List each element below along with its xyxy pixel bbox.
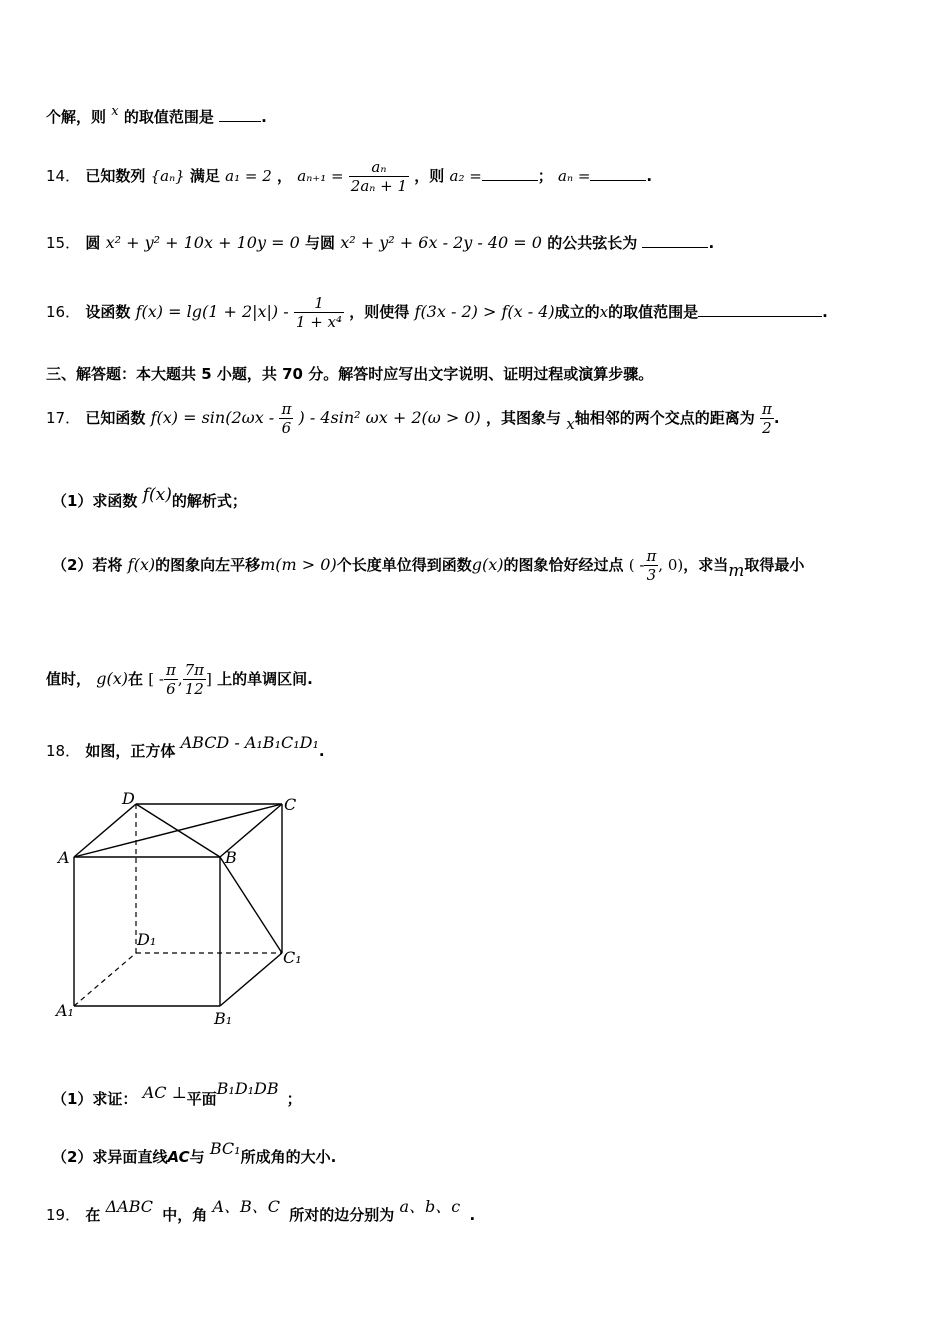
- text: 的取值范围是: [608, 303, 699, 321]
- cube-figure: [50, 788, 320, 1033]
- math-fraction: [294, 294, 344, 331]
- math-function: g(x): [471, 555, 504, 574]
- answer-blank[interactable]: [590, 166, 646, 181]
- label-A1: A₁: [56, 1001, 74, 1020]
- text: 如图，正方体: [85, 742, 176, 760]
- q17-part-1: [52, 482, 247, 508]
- math-shift: m(m > 0): [260, 555, 337, 574]
- math-sides: a、b、c: [399, 1197, 461, 1216]
- text: 的取值范围是: [123, 108, 214, 126]
- denominator: 3: [646, 566, 657, 584]
- math-perpendicular: AC ⊥: [142, 1083, 187, 1102]
- text: 的解析式；: [171, 492, 247, 510]
- text: 个解，则: [46, 108, 107, 126]
- math-circle-1: x² + y² + 10x + 10y = 0: [105, 233, 300, 252]
- math-line: BC₁: [209, 1139, 241, 1158]
- q13-continuation: [46, 102, 267, 127]
- math-fraction: [164, 661, 178, 698]
- answer-blank[interactable]: [698, 302, 822, 317]
- q17-part-2-continued: [46, 654, 313, 704]
- question-14: [46, 158, 653, 195]
- text: 所成角的大小.: [240, 1148, 337, 1166]
- math-plane: B₁D₁DB: [216, 1079, 279, 1098]
- label-B1: B₁: [214, 1009, 233, 1028]
- math-function: f(x): [142, 485, 172, 505]
- question-18: [46, 728, 325, 758]
- text: 的图象向左平移: [155, 556, 261, 574]
- text: 成立的: [554, 303, 600, 321]
- math-fraction: [760, 400, 774, 437]
- numerator: aₙ: [349, 158, 409, 177]
- question-number: 16．: [46, 303, 81, 321]
- question-15: [46, 228, 714, 258]
- math-var: x: [599, 303, 609, 321]
- text: ，则使得: [349, 303, 410, 321]
- question-17: [46, 396, 780, 440]
- label-B: B: [225, 848, 237, 867]
- text: 中，角: [162, 1206, 208, 1224]
- answer-blank[interactable]: [482, 166, 538, 181]
- interval-close: ]: [206, 670, 212, 688]
- section-3-heading: 三、解答题：本大题共 5 小题，共 70 分。解答时应写出文字说明、证明过程或演算步骤。: [46, 365, 654, 383]
- text: 所对的边分别为: [289, 1206, 395, 1224]
- numerator: 1: [294, 294, 344, 313]
- math-line: AC: [167, 1148, 190, 1166]
- text: 与圆: [304, 234, 335, 252]
- numerator: 7π: [184, 661, 204, 679]
- question-19: [46, 1192, 475, 1222]
- interval-comma: ,: [177, 670, 183, 688]
- text: 在: [128, 670, 144, 688]
- text: 在: [85, 1206, 101, 1224]
- text: .: [261, 108, 267, 126]
- text: .: [646, 167, 653, 185]
- math-sequence: {aₙ}: [150, 167, 185, 185]
- text: 的公共弦长为: [547, 234, 638, 252]
- denominator: 2: [762, 419, 772, 437]
- interval-open: [ -: [148, 670, 164, 688]
- edge-B1C1: [220, 953, 282, 1006]
- math-var: x: [111, 104, 119, 119]
- text: .: [318, 742, 325, 760]
- hidden-edge-A1D1: [74, 953, 136, 1006]
- text: （1）求证：: [52, 1090, 138, 1108]
- math-function: f(x): [127, 555, 156, 574]
- text: 已知函数: [85, 409, 146, 427]
- denominator: 12: [184, 680, 204, 698]
- math-recurrence-lhs: aₙ₊₁ =: [297, 167, 344, 185]
- math-circle-2: x² + y² + 6x - 2y - 40 = 0: [340, 233, 542, 252]
- text: ，其图象与: [486, 409, 562, 427]
- text: .: [773, 409, 780, 427]
- math-angles: A、B、C: [212, 1197, 281, 1216]
- answer-blank[interactable]: [642, 233, 708, 248]
- math-an: aₙ =: [558, 167, 591, 185]
- text: 轴相邻的两个交点的距离为: [574, 409, 755, 427]
- math-inequality: f(3x - 2) > f(x - 4): [414, 302, 555, 321]
- label-A: A: [58, 848, 70, 867]
- math-cube-name: ABCD - A₁B₁C₁D₁: [180, 733, 319, 752]
- point-open: ( -: [628, 556, 645, 574]
- text: 上的单调区间.: [217, 670, 313, 688]
- question-number: 17．: [46, 409, 81, 427]
- text: ；: [537, 167, 553, 185]
- text: .: [708, 234, 715, 252]
- label-D: D: [122, 789, 135, 808]
- denominator: 6: [166, 680, 176, 698]
- math-fraction: [644, 547, 658, 584]
- text: 满足: [189, 167, 220, 185]
- text: （2）若将: [52, 556, 123, 574]
- q17-part-2: [52, 540, 804, 590]
- text: ，求当: [683, 556, 729, 574]
- numerator: π: [165, 661, 176, 679]
- text: 已知数列: [85, 167, 146, 185]
- math-function: f(x) = lg(1 + 2|x|) -: [135, 302, 289, 321]
- denominator: 6: [281, 419, 292, 437]
- text: ；: [286, 1090, 302, 1108]
- math-function-part2: ) - 4sin² ωx + 2(ω > 0): [298, 408, 481, 427]
- text: .: [822, 303, 828, 321]
- point-close: , 0): [658, 556, 684, 574]
- numerator: π: [761, 400, 772, 418]
- denominator: 1 + x⁴: [295, 313, 343, 331]
- question-number: 15．: [46, 234, 81, 252]
- math-fraction: [279, 400, 293, 437]
- math-function-part1: f(x) = sin(2ωx -: [150, 408, 275, 427]
- question-16: [46, 292, 828, 332]
- math-function: g(x): [96, 669, 128, 688]
- question-number: 19．: [46, 1206, 81, 1224]
- math-fraction: [349, 158, 409, 195]
- text: ，则: [414, 167, 445, 185]
- text: 个长度单位得到函数: [336, 556, 472, 574]
- text: ，: [277, 167, 293, 185]
- math-triangle: ΔABC: [105, 1197, 153, 1216]
- denominator: 2aₙ + 1: [350, 177, 408, 195]
- diagonal-BC1: [220, 857, 282, 953]
- label-D1: D₁: [137, 930, 157, 949]
- q18-part-1: [52, 1074, 302, 1108]
- text: 值时，: [46, 670, 92, 688]
- numerator: π: [281, 400, 292, 418]
- text: 圆: [85, 234, 101, 252]
- diagonal-DB: [136, 804, 220, 857]
- math-a2: a₂ =: [449, 167, 482, 185]
- text: 平面: [186, 1090, 217, 1108]
- text: （2）求异面直线: [52, 1148, 168, 1166]
- question-number: 18．: [46, 742, 81, 760]
- text: 取得最小: [744, 556, 805, 574]
- math-condition: a₁ = 2: [225, 167, 272, 185]
- math-fraction: [183, 661, 206, 698]
- label-C1: C₁: [283, 948, 302, 967]
- q18-part-2: [52, 1134, 336, 1164]
- numerator: π: [646, 547, 657, 565]
- question-number: 14．: [46, 167, 81, 185]
- label-C: C: [284, 795, 297, 814]
- text: .: [469, 1206, 476, 1224]
- math-var: m: [728, 561, 745, 581]
- text: 与: [189, 1148, 205, 1166]
- answer-blank[interactable]: [219, 107, 261, 122]
- math-var: x: [566, 415, 575, 433]
- text: 设函数: [85, 303, 131, 321]
- text: （1）求函数: [52, 492, 138, 510]
- text: 的图象恰好经过点: [503, 556, 624, 574]
